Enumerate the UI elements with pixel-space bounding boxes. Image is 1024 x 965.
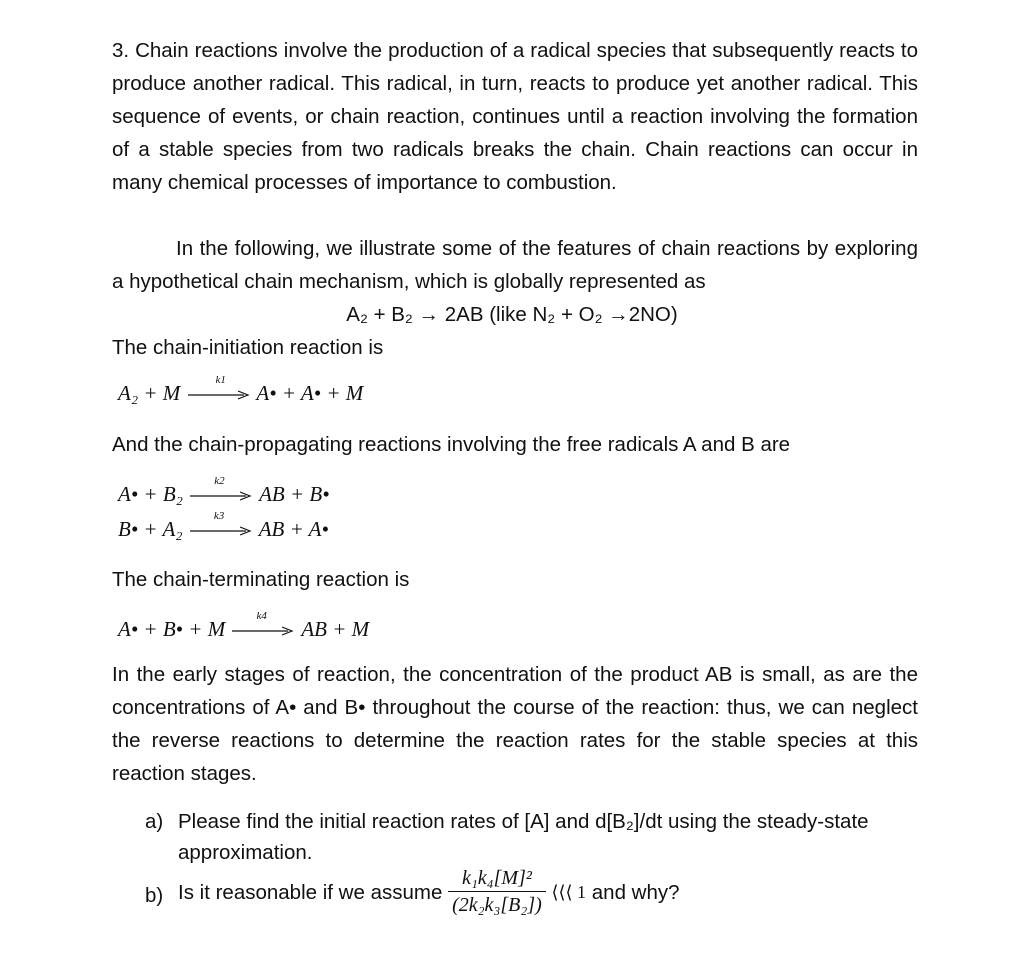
reaction-arrow	[190, 475, 252, 502]
paragraph-intro: 3. Chain reactions involve the production of a radical species that subsequently reacts to produce another radical. This radical, in turn, reacts to produce yet another radical. This sequence of events, or chain reaction, continues until a reaction involving the formation of a stable species from two radicals breaks the chain. Chain reactions can occur in many chemical processes of importance to combustion.	[112, 39, 918, 194]
global-reaction: A₂ + B₂ → 2AB (like N₂ + O₂ →2NO)	[346, 303, 678, 326]
reaction-arrow	[232, 610, 294, 637]
reaction-propagation-1	[118, 475, 330, 507]
paragraph-mechanism: In the following, we illustrate some of the features of chain reactions by exploring a hypothetical chain mechanism, which is globally represented as	[112, 237, 918, 293]
question-b-text-after: and why?	[591, 880, 680, 904]
rate-constant-k3: k3	[213, 510, 225, 523]
rate-constant-k4: k4	[256, 610, 267, 623]
assumption-fraction	[448, 866, 546, 918]
reaction-propagation-2	[118, 510, 329, 542]
reaction-1-rhs: A• + A• + M	[256, 381, 364, 405]
reaction-arrow	[188, 374, 250, 401]
question-b	[145, 866, 925, 936]
question-b-text	[178, 866, 928, 918]
termination-label: The chain-terminating reaction is	[112, 568, 410, 591]
reaction-initiation	[118, 374, 364, 406]
question-b-text-before: Is it reasonable if we assume	[178, 880, 443, 904]
reaction-termination	[118, 610, 370, 642]
reaction-1-lhs: A₂ + M	[118, 381, 181, 405]
paragraph-early-stages: In the early stages of reaction, the concentration of the product AB is small, as are the concentrations of A• and B• throughout the course of the reaction: thus, we can neglect the reverse reactions to determine the reaction rates for the stable species at this reaction stages.	[112, 663, 918, 785]
reaction-4-rhs: AB + M	[301, 617, 370, 641]
reaction-3-lhs: B• + A₂	[118, 517, 183, 541]
question-b-label: b)	[145, 884, 164, 907]
reaction-arrow	[190, 510, 252, 537]
question-a-label: a)	[145, 810, 164, 833]
fraction-denominator: (2k₂k₃[B₂])	[452, 894, 542, 916]
much-less-than-relation: ⟨⟨⟨ 1	[551, 881, 587, 902]
reaction-4-lhs: A• + B• + M	[118, 617, 226, 641]
reaction-2-rhs: AB + B•	[259, 482, 330, 506]
reaction-3-rhs: AB + A•	[258, 517, 329, 541]
propagation-label: And the chain-propagating reactions involving the free radicals A and B are	[112, 433, 791, 456]
reaction-2-lhs: A• + B₂	[118, 482, 183, 506]
rate-constant-k2: k2	[214, 475, 225, 488]
question-a-text: Please find the initial reaction rates of [A] and d[B₂]/dt using the steady-state approximation.	[178, 810, 869, 864]
rate-constant-k1: k1	[215, 374, 226, 387]
fraction-numerator: k₁k₄[M]²	[448, 866, 546, 892]
initiation-label: The chain-initiation reaction is	[112, 336, 384, 359]
